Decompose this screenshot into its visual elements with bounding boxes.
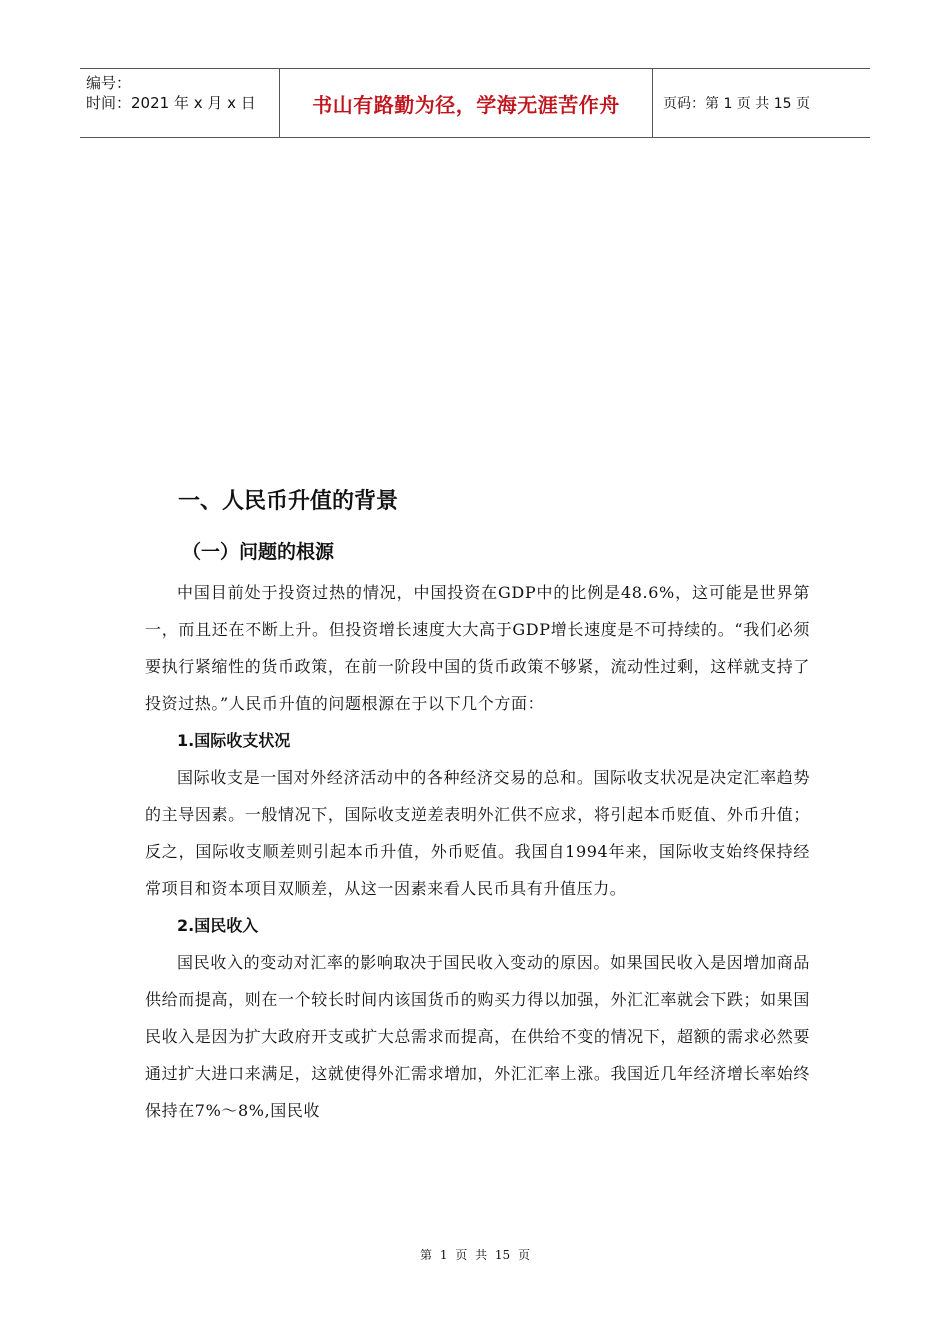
paragraph-intro: 中国目前处于投资过热的情况，中国投资在GDP中的比例是48.6%，这可能是世界第一，而且还在不断上升。但投资增长速度大大高于GDP增长速度是不可持续的。“我们必须要执行紧缩性的货币政策，在前一阶段中国的货币政策不够紧，流动性过剩，这样就支持了投资过热。”人民币升值的问题根源在于以下几个方面： [145, 583, 810, 713]
item-heading-national-income: 2.国民收入 [177, 916, 259, 935]
header-motto: 书山有路勤为径，学海无涯苦作舟 [280, 69, 653, 137]
page-footer: 第 1 页 共 15 页 [420, 1248, 530, 1262]
paragraph-balance-of-payments: 国际收支是一国对外经济活动中的各种经济交易的总和。国际收支状况是决定汇率趋势的主导因素。一般情况下，国际收支逆差表明外汇供不应求，将引起本币贬值、外币升值；反之，国际收支顺差则引起本币升值，外币贬值。我国自1994年来，国际收支始终保持经常项目和资本项目双顺差，从这一因素来看人民币具有升值压力。 [145, 768, 810, 898]
header-meta [80, 69, 280, 137]
document-body [145, 482, 810, 1129]
document-header [80, 68, 870, 138]
section-heading: 一、人民币升值的背景 [178, 489, 399, 514]
subsection-heading: （一）问题的根源 [182, 541, 335, 563]
paragraph-national-income: 国民收入的变动对汇率的影响取决于国民收入变动的原因。如果国民收入是因增加商品供给而提高，则在一个较长时间内该国货币的购买力得以加强，外汇汇率就会下跌；如果国民收入是因为扩大政府开支或扩大总需求而提高，在供给不变的情况下，超额的需求必然要通过扩大进口来满足，这就使得外汇需求增加，外汇汇率上涨。我国近几年经济增长率始终保持在7%～8%,国民收 [145, 953, 810, 1120]
header-page-code: 页码：第 1 页 共 15 页 [663, 96, 810, 112]
time-label: 时间：2021 年 x 月 x 日 [86, 94, 256, 112]
item-heading-balance-of-payments: 1.国际收支状况 [177, 731, 291, 750]
number-label: 编号： [86, 74, 132, 92]
